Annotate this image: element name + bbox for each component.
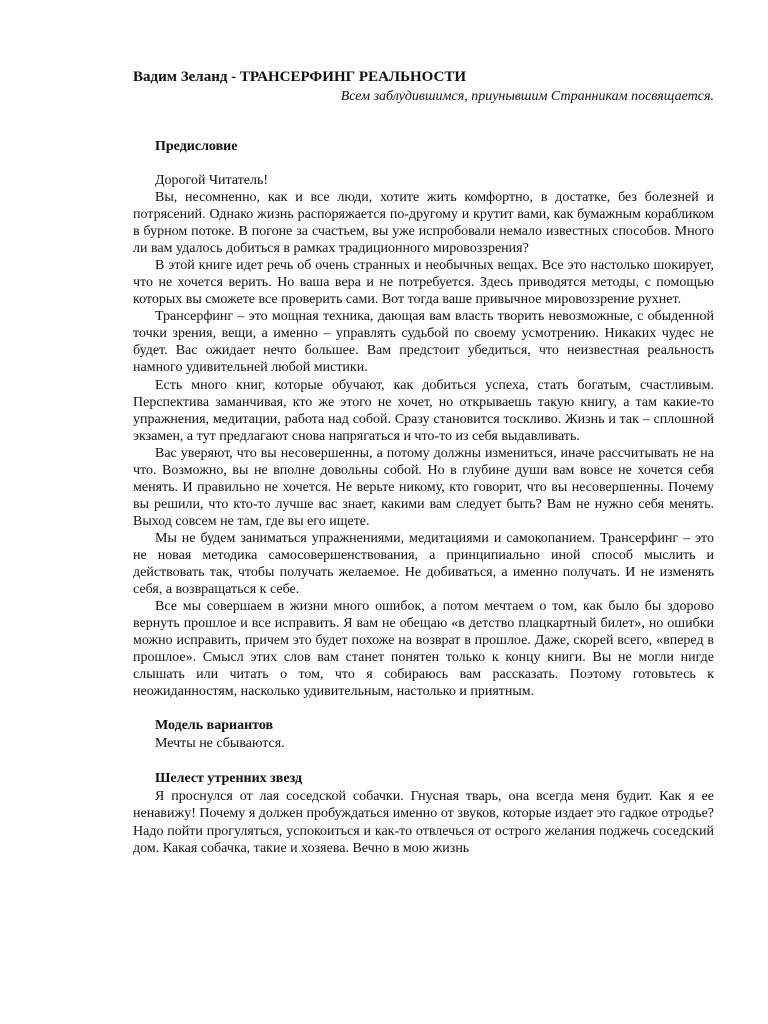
preface-paragraph: Мы не будем заниматься упражнениями, медитациями и самокопанием. Трансерфинг – это не новая методика самосовершенствования, а принципиально иной способ мыслить и действовать так, чтобы получать желаемое. Не добиваться, а именно получать. И не изменять себя, а возвращаться к себе. <box>133 530 714 598</box>
dedication: Всем заблудившимся, приунывшим Странникам посвящается. <box>340 89 714 104</box>
preface-paragraph: В этой книге идет речь об очень странных и необычных вещах. Все это настолько шокирует, что не хочется верить. Но ваша вера и не потребуется. Здесь приводятся методы, с помощью которых вы сможете все проверить сами. Вот тогда ваше привычное мировоззрение рухнет. <box>133 258 714 308</box>
preface-heading: Предисловие <box>155 139 238 154</box>
document-page <box>133 66 714 857</box>
preface-paragraph: Вы, несомненно, как и все люди, хотите жить комфортно, в достатке, без болезней и потрясений. Однако жизнь распоряжается по-другому и крутит вами, как бумажным корабликом в бурном потоке. В погоне за счастьем, вы уже испробовали немало известных способов. Много ли вам удалось добиться в рамках традиционного мировоззрения? <box>133 190 714 257</box>
preface-paragraph: Трансерфинг – это мощная техника, дающая вам власть творить невозможные, с обыденной точки зрения, вещи, а именно – управлять судьбой по своему усмотрению. Никаких чудес не будет. Вас ожидает нечто большее. Вам предстоит убедиться, что неизвестная реальность намного удивительней любой мистики. <box>133 309 714 376</box>
preface-paragraph: Все мы совершаем в жизни много ошибок, а потом мечтаем о том, как было бы здорово вернуть прошлое и все исправить. Я вам не обещаю «в детство плацкартный билет», но ошибки можно исправить, причем это будет похоже на возврат в прошлое. Даже, скорей всего, «вперед в прошлое». Смысл этих слов вам станет понятен только к концу книги. Вы не могли нигде слышать или читать о том, что я собираюсь вам рассказать. Поэтому готовьтесь к неожиданностям, насколько удивительным, настолько и приятным. <box>133 599 714 700</box>
model-heading: Модель вариантов <box>155 718 274 734</box>
stars-heading: Шелест утренних звезд <box>155 771 303 787</box>
model-subtitle: Мечты не сбываются. <box>155 736 285 752</box>
preface-paragraph: Вас уверяют, что вы несовершенны, а потому должны измениться, иначе рассчитывать не на что. Возможно, вы не вполне довольны собой. Но в глубине души вам вовсе не хочется себя менять. И правильно не хочется. Не верьте никому, кто говорит, что вы несовершенны. Почему вы решили, что кто-то лучше вас знает, какими вам следует быть? Вам не нужно себя менять. Выход совсем не там, где вы его ищете. <box>133 445 714 529</box>
greeting: Дорогой Читатель! <box>155 173 269 188</box>
story-paragraph: Я проснулся от лая соседской собачки. Гнусная тварь, она всегда меня будит. Как я ее ненавижу! Почему я должен пробуждаться именно от звуков, которые издает это гадкое отродье? Надо пойти прогуляться, успокоиться и как-то отвлечься от острого желания поджечь соседский дом. Какая собачка, такие и хозяева. Вечно в мою жизнь <box>133 789 714 856</box>
document-title: Вадим Зеланд - ТРАНСЕРФИНГ РЕАЛЬНОСТИ <box>133 69 467 85</box>
preface-paragraph: Есть много книг, которые обучают, как добиться успеха, стать богатым, счастливым. Перспектива заманчивая, кто же этого не хочет, но открываешь такую книгу, а там какие-то упражнения, медитации, работа над собой. Сразу становится тоскливо. Жизнь и так – сплошной экзамен, а тут предлагают снова напрягаться и что-то из себя выдавливать. <box>133 377 714 444</box>
